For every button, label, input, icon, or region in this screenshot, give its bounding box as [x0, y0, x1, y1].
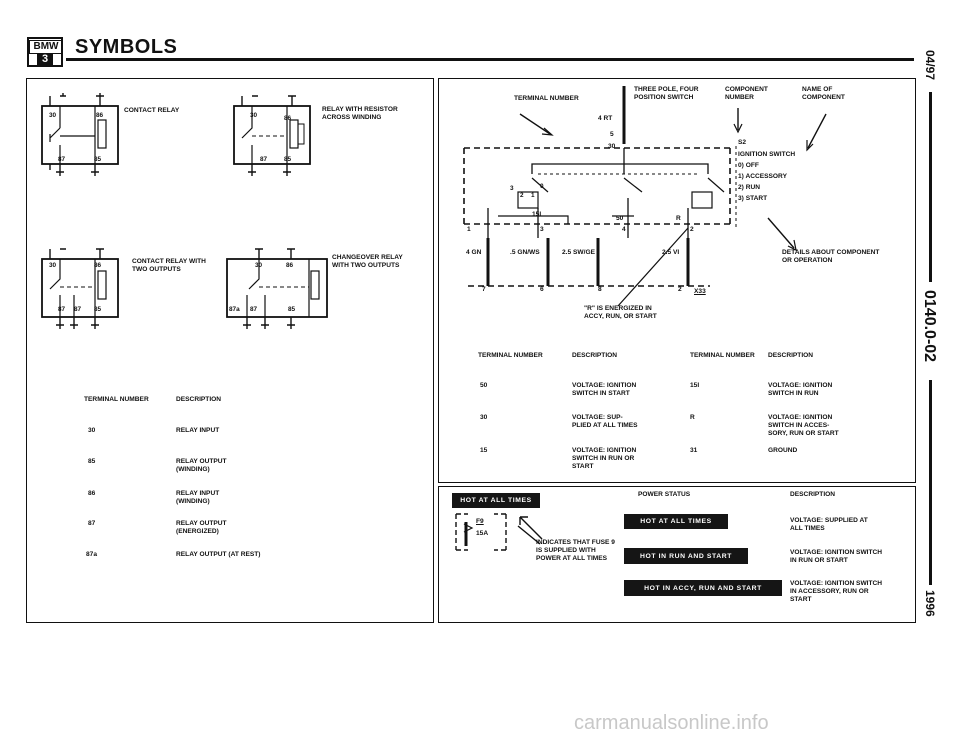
logo-bottom: 3	[37, 53, 53, 65]
r4-term-30: 30	[255, 262, 263, 269]
relay-contact-symbol	[40, 90, 140, 180]
switch-table-cell: 30	[480, 414, 488, 421]
logo-top: BMW	[29, 40, 63, 54]
label-r-note: "R" IS ENERGIZED IN ACCY, RUN, OR START	[584, 305, 657, 320]
wire-25swge: 2.5 SW/GE	[562, 249, 595, 256]
badge-hot-all-times: HOT AT ALL TIMES	[624, 514, 728, 529]
pos-num-1: 1	[531, 192, 535, 199]
relay-table-row-term: 87	[88, 520, 96, 527]
side-year: 1996	[923, 590, 937, 617]
power-header-desc: DESCRIPTION	[790, 491, 836, 498]
label-details: DETAILS ABOUT COMPONENT OR OPERATION	[782, 249, 880, 264]
label-15i: 15I	[532, 211, 542, 218]
relay-table-row-term: 85	[88, 458, 96, 465]
switch-table-cell: 15	[480, 447, 488, 454]
switch-table-cell: VOLTAGE: SUP-PLIED AT ALL TIMES	[572, 414, 638, 429]
r1-term-30: 30	[49, 112, 57, 119]
label-pos-0: 0) OFF	[738, 162, 759, 169]
fuse-label: F9	[476, 518, 484, 525]
label-component-number: COMPONENT NUMBER	[725, 86, 768, 101]
r2-term-85: 85	[284, 156, 292, 163]
label-4rt: 4 RT	[598, 115, 613, 122]
fuse-amp: 15A	[476, 530, 489, 537]
r2-term-87: 87	[260, 156, 268, 163]
r1-term-86: 86	[96, 112, 104, 119]
switch-table-cell: 15I	[690, 382, 700, 389]
wire-5gnws: .5 GN/WS	[510, 249, 540, 256]
switch-table-header: TERMINAL NUMBER	[478, 352, 543, 359]
r4-term-86: 86	[286, 262, 294, 269]
relay-table-row-term: 86	[88, 490, 96, 497]
wire-25vi: 2.5 VI	[662, 249, 680, 256]
power-row-desc: VOLTAGE: IGNITION SWITCH IN RUN OR START	[790, 549, 883, 564]
r3-term-85: 85	[94, 306, 102, 313]
switch-table-cell: VOLTAGE: IGNITION SWITCH IN START	[572, 382, 637, 397]
relay-resistor-label: RELAY WITH RESISTOR ACROSS WINDING	[322, 106, 398, 121]
switch-table-cell: GROUND	[768, 447, 798, 454]
switch-table-cell: VOLTAGE: IGNITION SWITCH IN RUN OR START	[572, 447, 637, 470]
label-three-pole: THREE POLE, FOUR POSITION SWITCH	[634, 86, 699, 101]
r2-term-86: 86	[284, 115, 292, 122]
relay-table-header-term: TERMINAL NUMBER	[84, 396, 149, 403]
relay-table-row-desc: RELAY OUTPUT (WINDING)	[176, 458, 227, 473]
switch-table-cell: R	[690, 414, 695, 421]
relay-contact-label: CONTACT RELAY	[124, 107, 180, 114]
label-r: R	[676, 215, 681, 222]
r4-term-87: 87	[250, 306, 258, 313]
power-row-desc: VOLTAGE: IGNITION SWITCH IN ACCESSORY, RUN OR START	[790, 580, 883, 603]
switch-table-cell: 31	[690, 447, 698, 454]
badge-hot-accy-run-start: HOT IN ACCY, RUN AND START	[624, 580, 782, 596]
power-row-desc: VOLTAGE: SUPPLIED AT ALL TIMES	[790, 517, 868, 532]
power-header-status: POWER STATUS	[638, 491, 691, 498]
switch-table-cell: VOLTAGE: IGNITION SWITCH IN ACCES-SORY, RUN OR START	[768, 414, 839, 437]
switch-table-header: DESCRIPTION	[768, 352, 814, 359]
label-ignition-switch: IGNITION SWITCH	[738, 151, 796, 158]
pin-3: 3	[540, 226, 544, 233]
switch-table-header: DESCRIPTION	[572, 352, 618, 359]
switch-table-header: TERMINAL NUMBER	[690, 352, 755, 359]
r1-term-87: 87	[58, 156, 66, 163]
switch-table-cell: 50	[480, 382, 488, 389]
side-date: 04/97	[923, 50, 937, 81]
r3-term-87b: 87	[74, 306, 82, 313]
label-50: 50	[616, 215, 624, 222]
wire-4gn: 4 GN	[466, 249, 482, 256]
relay-changeover-label: CHANGEOVER RELAY WITH TWO OUTPUTS	[332, 254, 403, 269]
pos-num-2: 2	[520, 192, 524, 199]
relay-table-row-desc: RELAY OUTPUT (AT REST)	[176, 551, 261, 558]
bottom-2: 2	[678, 286, 682, 293]
switch-table-cell: VOLTAGE: IGNITION SWITCH IN RUN	[768, 382, 833, 397]
label-s2: S2	[738, 139, 747, 146]
r4-term-85: 85	[288, 306, 296, 313]
badge-hot-run-start: HOT IN RUN AND START	[624, 548, 748, 564]
label-30: 30	[608, 143, 616, 150]
label-pos-2: 2) RUN	[738, 184, 760, 191]
r2-term-30: 30	[250, 112, 258, 119]
label-name-of-component: NAME OF COMPONENT	[802, 86, 845, 101]
r3-term-30: 30	[49, 262, 57, 269]
relay-two-outputs-label: CONTACT RELAY WITH TWO OUTPUTS	[132, 258, 206, 273]
relay-table-row-desc: RELAY INPUT (WINDING)	[176, 490, 220, 505]
side-rule-2	[929, 380, 932, 585]
relay-table-row-desc: RELAY OUTPUT (ENERGIZED)	[176, 520, 227, 535]
bottom-6: 6	[540, 286, 544, 293]
pin-1: 1	[467, 226, 471, 233]
label-5: 5	[610, 131, 614, 138]
relay-table-row-term: 30	[88, 427, 96, 434]
pin-4: 4	[622, 226, 626, 233]
side-code: 0140.0-02	[921, 290, 938, 363]
bmw-logo	[27, 37, 63, 67]
relay-changeover-symbol	[225, 243, 325, 333]
label-pos-3: 3) START	[738, 195, 768, 202]
relay-table-row-desc: RELAY INPUT	[176, 427, 220, 434]
r3-term-87a: 87	[58, 306, 66, 313]
header-rule	[66, 58, 914, 61]
page-title: SYMBOLS	[75, 36, 178, 58]
pos-num-3: 3	[510, 185, 514, 192]
r4-term-87a: 87a	[229, 306, 240, 313]
label-pos-1: 1) ACCESSORY	[738, 173, 787, 180]
bottom-7: 7	[482, 286, 486, 293]
switch-wiring	[438, 78, 916, 308]
hot-at-all-times-badge: HOT AT ALL TIMES	[452, 493, 540, 508]
r3-term-86: 86	[94, 262, 102, 269]
relay-table-header-desc: DESCRIPTION	[176, 396, 222, 403]
fuse-note: INDICATES THAT FUSE 9 IS SUPPLIED WITH POWER AT ALL TIMES	[536, 539, 615, 562]
relay-two-outputs-symbol	[40, 243, 140, 333]
r1-term-85: 85	[94, 156, 102, 163]
relay-resistor-symbol	[232, 90, 332, 180]
pos-num-0: 0	[540, 183, 544, 190]
footer-watermark: carmanualsonline.info	[574, 712, 769, 734]
label-terminal-number: TERMINAL NUMBER	[514, 95, 579, 102]
side-rule-1	[929, 92, 932, 282]
bottom-8: 8	[598, 286, 602, 293]
pin-2: 2	[690, 226, 694, 233]
relay-table-row-term: 87a	[86, 551, 98, 558]
connector-x33: X33	[694, 288, 706, 295]
